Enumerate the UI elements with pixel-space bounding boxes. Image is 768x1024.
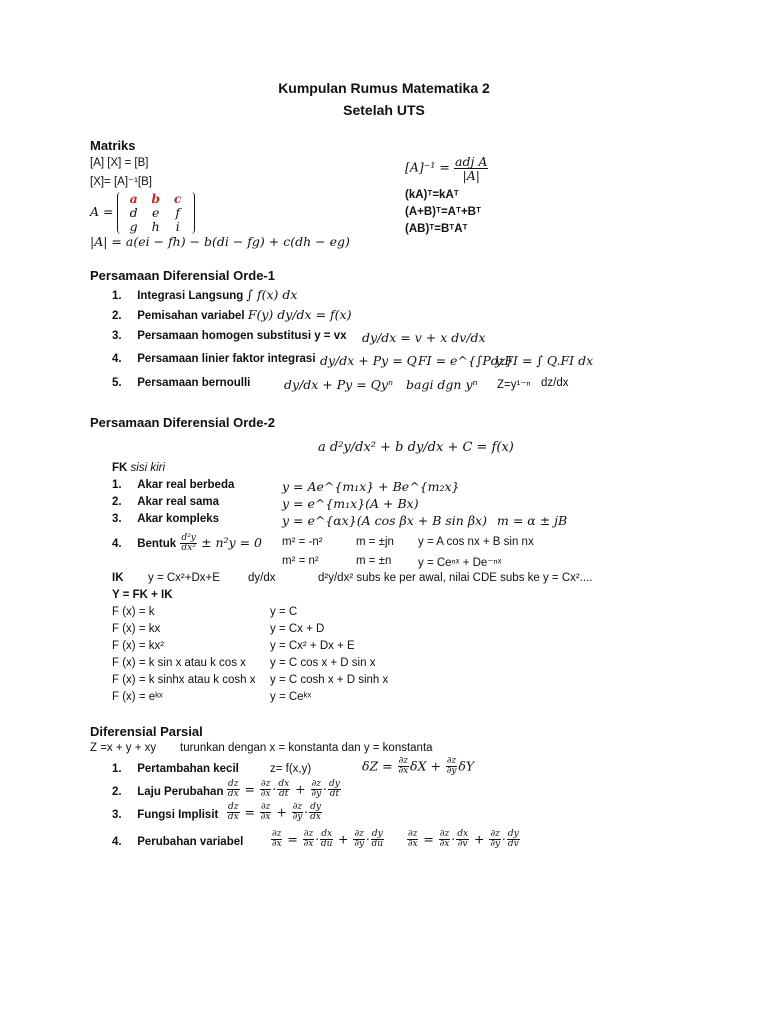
- ik-dy: dy/dx: [248, 572, 276, 584]
- y-equation: Y = FK + IK: [112, 589, 173, 601]
- fx-row-f: F (x) = kx: [112, 623, 161, 635]
- orde2-case-4: [112, 534, 262, 554]
- fx-row-y: y = Cx² + Dx + E: [270, 640, 355, 652]
- case-equation: y = e^{m₁x}(A + Bx): [282, 496, 419, 511]
- orde1-item: [112, 353, 316, 365]
- parsial-item: [112, 763, 239, 775]
- item-label: Persamaan linier faktor integrasi: [137, 353, 316, 365]
- item-number: 1.: [112, 290, 122, 302]
- fx-row-f: F (x) = k sin x atau k cos x: [112, 657, 246, 669]
- item-equation-2: FI = e^{∫Pdz}: [418, 353, 514, 368]
- orde2-case: [112, 513, 219, 525]
- change-of-variable-formula-v: $\frac{\partial z}{\partial x}$ = $\frac{\partial z}{\partial x}$ · $\frac{dx}{\partial v}$ + $\frac{\partial z}{\partial y}$ · $\frac{dy}{dv}$: [407, 829, 519, 850]
- item-number: 1.: [112, 763, 122, 775]
- item-number: 2.: [112, 310, 122, 322]
- item-label: Akar real sama: [137, 496, 220, 508]
- fk-label-row: [112, 462, 165, 474]
- item-number: 2.: [112, 786, 122, 798]
- item-number: 3.: [112, 809, 122, 821]
- orde1-item: [112, 330, 347, 342]
- small-increment-formula: δZ = $\frac{\partial z}{\partial x}$ δX + $\frac{\partial z}{\partial y}$ δY: [362, 756, 475, 777]
- item-equation: dy/dx + Py = Q: [320, 353, 417, 368]
- item-label: Pemisahan variabel: [137, 310, 245, 322]
- ik-note: d²y/dx² subs ke per awal, nilai CDE subs ke y = Cx²....: [318, 572, 593, 584]
- item-equation: F(y) dy/dx = f(x): [247, 307, 352, 322]
- matrix-cell: f: [175, 205, 180, 220]
- inverse-lhs: [A]⁻¹ =: [405, 159, 450, 175]
- item-equation-2: bagi dgn yⁿ: [406, 377, 478, 392]
- matrix-cell: i: [175, 219, 180, 234]
- item-label: Integrasi Langsung: [137, 290, 244, 302]
- transpose-prop1: (kA)ᵀ=kAᵀ: [405, 189, 459, 201]
- item-number: 4.: [112, 836, 122, 848]
- matrix-cell: g: [129, 219, 138, 234]
- item-label: Persamaan homogen substitusi y = vx: [137, 330, 347, 342]
- fx-row-y: y = C cos x + D sin x: [270, 657, 376, 669]
- matrix-label: A =: [90, 204, 114, 220]
- fx-row-y: y = C cosh x + D sinh x: [270, 674, 389, 686]
- item-number: 4.: [112, 537, 122, 550]
- item-number: 3.: [112, 513, 122, 525]
- case4-c3: y = A cos nx + B sin nx: [418, 536, 534, 548]
- matrix-cell: c: [173, 191, 182, 206]
- d2y-dx2-fraction: $\frac{\text{d²y}}{\text{dx²}}$: [181, 533, 196, 554]
- item-equation: dy/dx + Py = Qyⁿ: [284, 377, 394, 392]
- case4-c1: m² = -n²: [282, 536, 323, 548]
- ik-eq: y = Cx²+Dx+E: [148, 572, 220, 584]
- determinant-formula: |A| = a(ei − fh) − b(di − fg) + c(dh − eg): [90, 234, 350, 249]
- item-label: Perubahan variabel: [137, 836, 244, 848]
- fk-label: FK: [112, 462, 128, 474]
- orde1-item: [112, 377, 250, 389]
- case4b-c1: m² = n²: [282, 555, 319, 567]
- item-number: 2.: [112, 496, 122, 508]
- item-number: 1.: [112, 479, 122, 491]
- case4-c2: m = ±jn: [356, 536, 394, 548]
- orde2-main-equation: a d²y/dx² + b dy/dx + C = f(x): [318, 440, 514, 455]
- parsial-item: [112, 809, 218, 821]
- case-equation: y = e^{αx}(A cos βx + B sin βx): [282, 513, 487, 528]
- item-equation: ∫ f(x) dx: [246, 287, 298, 302]
- parsial-intro-a: Z =x + y + xy: [90, 742, 157, 754]
- item-label: Laju Perubahan: [137, 786, 224, 798]
- item-label: Pertambahan kecil: [137, 763, 239, 775]
- orde2-heading: Persamaan Diferensial Orde-2: [90, 415, 275, 430]
- item-number: 3.: [112, 330, 122, 342]
- fx-row-y: y = C: [270, 606, 298, 618]
- case-equation-2: m = α ± jB: [497, 513, 568, 528]
- orde2-case: [112, 496, 219, 508]
- inverse-num: adj A: [455, 154, 488, 169]
- case-equation: y = Ae^{m₁x} + Be^{m₂x}: [282, 479, 460, 494]
- matrix-cell: d: [129, 205, 138, 220]
- implicit-function-formula: $\frac{dz}{dx}$ = $\frac{\partial z}{\partial x}$ + $\frac{\partial z}{\partial y}$ · $\frac{dy}{dx}$: [227, 802, 322, 823]
- item-label: Bentuk: [137, 537, 177, 550]
- transpose-prop2: (A+B)ᵀ=Aᵀ+Bᵀ: [405, 206, 481, 218]
- fx-row-f: F (x) = k sinhx atau k cosh x: [112, 674, 256, 686]
- matriks-eq2: [X]= [A]⁻¹[B]: [90, 176, 152, 188]
- page-title: Kumpulan Rumus Matematika 2: [278, 80, 490, 96]
- item-label: Persamaan bernoulli: [137, 377, 251, 389]
- matriks-heading: Matriks: [90, 138, 136, 153]
- item-equation-4: dz/dx: [541, 377, 569, 389]
- item-number: 4.: [112, 353, 122, 365]
- fx-row-y: y = Ceᵏˣ: [270, 691, 312, 703]
- item-label: Fungsi Implisit: [137, 809, 219, 821]
- matrix-cell: b: [151, 191, 161, 206]
- ik-label: IK: [112, 572, 124, 584]
- change-of-variable-formula-u: $\frac{\partial z}{\partial x}$ = $\frac{\partial z}{\partial x}$ · $\frac{dx}{du}$ + $\frac{\partial z}{\partial y}$ · $\frac{dy}{du}$: [271, 829, 384, 850]
- matrix-block: [90, 192, 195, 234]
- fx-row-f: F (x) = k: [112, 606, 155, 618]
- inverse-den: |A|: [462, 168, 480, 184]
- orde1-heading: Persamaan Diferensial Orde-1: [90, 268, 275, 283]
- item-label: Akar real berbeda: [137, 479, 235, 491]
- item-equation-3: Z=y¹⁻ⁿ: [497, 379, 531, 391]
- orde1-item: [112, 287, 297, 302]
- parsial-heading: Diferensial Parsial: [90, 724, 203, 739]
- parsial-item-extra: z= f(x,y): [270, 763, 312, 775]
- orde1-item: [112, 307, 351, 322]
- orde2-case: [112, 479, 234, 491]
- matrix-cell: a: [129, 191, 138, 206]
- inverse-formula: [405, 155, 489, 182]
- fx-row-f: F (x) = eᵏˣ: [112, 691, 163, 703]
- page-subtitle: Setelah UTS: [343, 102, 425, 118]
- fx-row-y: y = Cx + D: [270, 623, 325, 635]
- item-equation-3: y.FI = ∫ Q.FI dx: [495, 353, 594, 368]
- matrix-cell: e: [151, 205, 160, 220]
- rate-of-change-formula: $\frac{dz}{dx}$ = $\frac{\partial z}{\partial x}$ · $\frac{dx}{dt}$ + $\frac{\partial z}{\partial y}$ · $\frac{dy}{dt}$: [227, 779, 340, 800]
- fk-sub: sisi kiri: [130, 462, 166, 474]
- item-number: 5.: [112, 377, 122, 389]
- inverse-fraction: [454, 155, 488, 182]
- matriks-eq1: [A] [X] = [B]: [90, 157, 149, 169]
- matrix-cell: h: [151, 219, 160, 234]
- fx-row-f: F (x) = kx²: [112, 640, 165, 652]
- parsial-item: [112, 836, 243, 848]
- case4b-c3: y = Ceⁿˣ + De⁻ⁿˣ: [418, 557, 502, 569]
- case4b-c2: m = ±n: [356, 555, 392, 567]
- parsial-intro-b: turunkan dengan x = konstanta dan y = konstanta: [180, 742, 433, 754]
- case4-equation: ± n²y = 0: [201, 534, 263, 550]
- parsial-item: [112, 786, 223, 798]
- item-equation: dy/dx = v + x dv/dx: [362, 330, 486, 345]
- item-label: Akar kompleks: [137, 513, 220, 525]
- transpose-prop3: (AB)ᵀ=BᵀAᵀ: [405, 223, 468, 235]
- matrix-grid: [117, 192, 195, 234]
